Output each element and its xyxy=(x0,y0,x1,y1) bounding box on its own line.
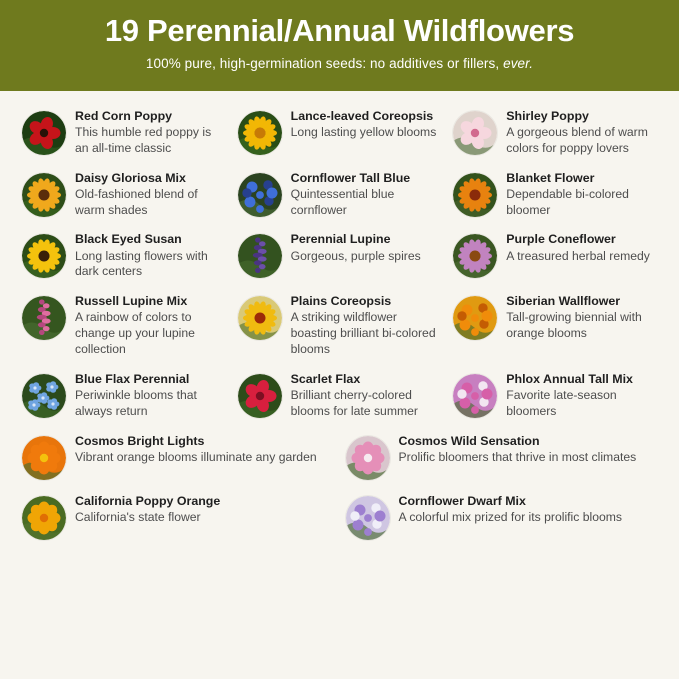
flower-item xyxy=(16,372,232,434)
flower-description: A striking wildflower boasting brilliant bi-colored blooms xyxy=(290,310,436,357)
flower-row xyxy=(16,171,663,233)
flower-row xyxy=(16,434,663,494)
flower-description: Prolific bloomers that thrive in most climates xyxy=(398,449,637,464)
flower-text xyxy=(75,372,226,420)
flower-text xyxy=(506,294,657,342)
flower-item xyxy=(16,494,340,554)
flower-description: Long lasting yellow blooms xyxy=(290,124,437,139)
flower-text xyxy=(291,232,421,264)
flower-name: Scarlet Flax xyxy=(290,371,361,386)
flower-text xyxy=(75,171,226,219)
flower-item xyxy=(232,232,448,294)
flower-text xyxy=(75,434,317,466)
flower-text xyxy=(291,109,437,141)
flower-thumbnail-icon xyxy=(238,111,282,155)
flower-description: Quintessential blue cornflower xyxy=(290,186,395,217)
flower-description: This humble red poppy is an all-time classic xyxy=(75,124,212,155)
flower-description: A colorful mix prized for its prolific blooms xyxy=(398,509,623,524)
flower-text xyxy=(506,109,657,157)
flower-name: Russell Lupine Mix xyxy=(75,294,188,309)
flower-name: Blue Flax Perennial xyxy=(75,371,190,386)
flower-item xyxy=(447,171,663,233)
flower-item xyxy=(447,294,663,372)
flower-description: A rainbow of colors to change up your lupine collection xyxy=(75,310,195,357)
header-subtitle-text: 100% pure, high-germination seeds: no additives or fillers, xyxy=(145,55,504,71)
flower-text xyxy=(291,372,442,420)
flower-name: Phlox Annual Tall Mix xyxy=(506,371,633,386)
flower-item xyxy=(447,372,663,434)
flower-text xyxy=(506,372,657,420)
flower-thumbnail-icon xyxy=(22,436,66,480)
flower-item xyxy=(16,171,232,233)
flower-name: Cornflower Dwarf Mix xyxy=(398,493,526,508)
flower-item xyxy=(16,109,232,171)
flower-thumbnail-icon xyxy=(22,111,66,155)
flower-description: Favorite late-season bloomers xyxy=(506,388,617,418)
flower-description: Long lasting flowers with dark centers xyxy=(75,248,208,279)
flower-thumbnail-icon xyxy=(22,173,66,217)
header-subtitle xyxy=(20,56,659,71)
flower-item xyxy=(232,294,448,372)
flower-text xyxy=(291,294,442,358)
flower-description: California's state flower xyxy=(75,509,201,524)
flower-row xyxy=(16,232,663,294)
flower-thumbnail-icon xyxy=(453,234,497,278)
flower-grid xyxy=(0,91,679,554)
flower-item xyxy=(232,372,448,434)
flower-row xyxy=(16,109,663,171)
flower-thumbnail-icon xyxy=(453,173,497,217)
flower-text xyxy=(75,232,226,280)
flower-row xyxy=(16,372,663,434)
flower-row xyxy=(16,294,663,372)
flower-name: Blanket Flower xyxy=(506,170,595,185)
flower-name: Perennial Lupine xyxy=(290,232,391,247)
flower-thumbnail-icon xyxy=(22,296,66,340)
flower-name: Plains Coreopsis xyxy=(290,294,392,309)
bottom-paper-edge xyxy=(0,663,679,679)
flower-description: Vibrant orange blooms illuminate any garden xyxy=(75,449,317,464)
flower-item xyxy=(447,109,663,171)
flower-text xyxy=(75,494,220,526)
flower-item xyxy=(16,294,232,372)
header-banner xyxy=(0,0,679,91)
flower-name: Cosmos Wild Sensation xyxy=(398,433,540,448)
flower-item xyxy=(447,232,663,294)
flower-name: Black Eyed Susan xyxy=(75,232,182,247)
flower-item xyxy=(232,109,448,171)
flower-text xyxy=(506,171,657,219)
flower-name: Lance-leaved Coreopsis xyxy=(290,108,434,123)
flower-thumbnail-icon xyxy=(238,234,282,278)
flower-name: California Poppy Orange xyxy=(75,493,221,508)
flower-thumbnail-icon xyxy=(238,296,282,340)
flower-name: Shirley Poppy xyxy=(506,108,589,123)
flower-text xyxy=(75,294,226,358)
flower-description: Brilliant cherry-colored blooms for late summer xyxy=(290,388,418,418)
flower-name: Daisy Gloriosa Mix xyxy=(75,170,186,185)
page-title: 19 Perennial/Annual Wildflowers xyxy=(104,13,575,48)
flower-item xyxy=(232,171,448,233)
flower-item xyxy=(340,494,664,554)
flower-thumbnail-icon xyxy=(346,496,390,540)
flower-thumbnail-icon xyxy=(22,374,66,418)
flower-name: Purple Coneflower xyxy=(506,232,616,247)
flower-thumbnail-icon xyxy=(453,296,497,340)
flower-row xyxy=(16,494,663,554)
flower-text xyxy=(291,171,442,219)
flower-thumbnail-icon xyxy=(453,111,497,155)
flower-item xyxy=(16,232,232,294)
flower-text xyxy=(399,494,623,526)
flower-description: Dependable bi-colored bloomer xyxy=(506,186,629,217)
flower-name: Red Corn Poppy xyxy=(75,108,173,123)
flower-thumbnail-icon xyxy=(453,374,497,418)
flower-text xyxy=(399,434,637,466)
flower-thumbnail-icon xyxy=(238,173,282,217)
flower-thumbnail-icon xyxy=(238,374,282,418)
header-subtitle-emphasis: ever. xyxy=(503,55,534,71)
flower-item xyxy=(340,434,664,494)
flower-name: Cosmos Bright Lights xyxy=(75,433,205,448)
flower-text xyxy=(506,232,650,264)
flower-description: Gorgeous, purple spires xyxy=(290,248,421,263)
flower-thumbnail-icon xyxy=(346,436,390,480)
flower-description: Periwinkle blooms that always return xyxy=(75,388,197,418)
flower-name: Siberian Wallflower xyxy=(506,294,621,309)
flower-description: Old-fashioned blend of warm shades xyxy=(75,186,198,217)
flower-name: Cornflower Tall Blue xyxy=(290,170,411,185)
flower-description: A gorgeous blend of warm colors for poppy lovers xyxy=(506,124,648,155)
flower-description: Tall-growing biennial with orange blooms xyxy=(506,310,642,341)
flower-item xyxy=(16,434,340,494)
flower-thumbnail-icon xyxy=(22,496,66,540)
flower-description: A treasured herbal remedy xyxy=(506,248,650,263)
flower-text xyxy=(75,109,226,157)
flower-thumbnail-icon xyxy=(22,234,66,278)
